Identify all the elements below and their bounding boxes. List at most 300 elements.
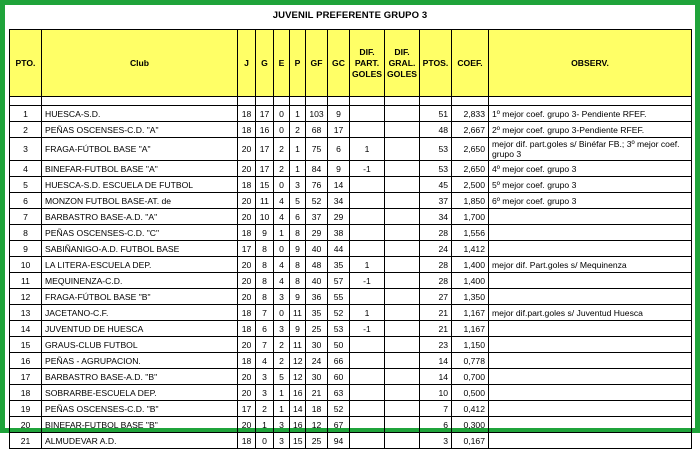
cell-pto: 11 (10, 273, 42, 289)
cell-coef: 1,350 (452, 289, 489, 305)
cell-pto: 10 (10, 257, 42, 273)
cell-dif-part: 1 (350, 138, 385, 161)
cell-g: 4 (256, 353, 274, 369)
cell-ptos: 3 (420, 433, 452, 449)
cell-ptos: 14 (420, 369, 452, 385)
cell-gc: 6 (328, 138, 350, 161)
cell-coef: 1,850 (452, 193, 489, 209)
table-row (10, 177, 692, 193)
cell-p: 12 (290, 369, 306, 385)
cell-club: JACETANO-C.F. (42, 305, 238, 321)
cell-dif-part: -1 (350, 273, 385, 289)
cell-gc: 53 (328, 321, 350, 337)
cell-observ (489, 241, 692, 257)
table-row (10, 369, 692, 385)
table-row (10, 138, 692, 161)
cell-dif-part: 1 (350, 305, 385, 321)
cell-p: 8 (290, 273, 306, 289)
header-ptos: PTOS. (420, 30, 452, 97)
cell-gc: 38 (328, 225, 350, 241)
cell-e: 0 (274, 122, 290, 138)
cell-pto: 16 (10, 353, 42, 369)
cell-pto: 6 (10, 193, 42, 209)
table-row (10, 433, 692, 449)
cell-dif-part (350, 433, 385, 449)
cell-e: 3 (274, 321, 290, 337)
cell-pto: 20 (10, 417, 42, 433)
cell-club: PEÑAS OSCENSES-C.D. "C" (42, 225, 238, 241)
cell-e: 2 (274, 161, 290, 177)
cell-ptos: 28 (420, 225, 452, 241)
cell-gf: 103 (306, 106, 328, 122)
cell-g: 10 (256, 209, 274, 225)
cell-dif-gral (385, 417, 420, 433)
cell-e: 1 (274, 401, 290, 417)
cell-dif-gral (385, 321, 420, 337)
cell-club: BINEFAR-FUTBOL BASE "B" (42, 417, 238, 433)
cell-gf: 30 (306, 337, 328, 353)
header-club: Club (42, 30, 238, 97)
cell-ptos: 37 (420, 193, 452, 209)
cell-j: 20 (238, 385, 256, 401)
table-row (10, 401, 692, 417)
table-row (10, 353, 692, 369)
cell-gf: 29 (306, 225, 328, 241)
cell-dif-part (350, 241, 385, 257)
cell-j: 18 (238, 106, 256, 122)
cell-dif-part (350, 369, 385, 385)
cell-observ: mejor dif. Part.goles s/ Mequinenza (489, 257, 692, 273)
cell-club: HUESCA-S.D. (42, 106, 238, 122)
cell-dif-gral (385, 305, 420, 321)
cell-e: 1 (274, 225, 290, 241)
cell-g: 16 (256, 122, 274, 138)
cell-gf: 21 (306, 385, 328, 401)
cell-coef: 0,778 (452, 353, 489, 369)
cell-observ (489, 417, 692, 433)
cell-observ (489, 321, 692, 337)
cell-j: 17 (238, 401, 256, 417)
cell-gc: 34 (328, 193, 350, 209)
cell-dif-part (350, 385, 385, 401)
cell-dif-part: -1 (350, 161, 385, 177)
cell-p: 16 (290, 385, 306, 401)
table-row (10, 321, 692, 337)
table-row (10, 106, 692, 122)
cell-dif-gral (385, 177, 420, 193)
cell-pto: 18 (10, 385, 42, 401)
cell-ptos: 48 (420, 122, 452, 138)
table-body (10, 97, 692, 449)
cell-ptos: 14 (420, 353, 452, 369)
cell-e: 0 (274, 241, 290, 257)
cell-dif-gral (385, 161, 420, 177)
cell-e: 4 (274, 257, 290, 273)
cell-dif-gral (385, 122, 420, 138)
cell-dif-part: -1 (350, 321, 385, 337)
cell-club: PEÑAS OSCENSES-C.D. "B" (42, 401, 238, 417)
cell-coef: 0,167 (452, 433, 489, 449)
cell-ptos: 34 (420, 209, 452, 225)
cell-gc: 9 (328, 161, 350, 177)
cell-e: 0 (274, 177, 290, 193)
table-row (10, 273, 692, 289)
table-row (10, 225, 692, 241)
cell-j: 18 (238, 177, 256, 193)
cell-g: 3 (256, 385, 274, 401)
cell-pto: 2 (10, 122, 42, 138)
table-row (10, 241, 692, 257)
cell-observ (489, 273, 692, 289)
cell-club: LA LITERA-ESCUELA DEP. (42, 257, 238, 273)
cell-dif-gral (385, 106, 420, 122)
cell-dif-gral (385, 225, 420, 241)
header-g: G (256, 30, 274, 97)
cell-j: 20 (238, 138, 256, 161)
cell-p: 1 (290, 161, 306, 177)
cell-gf: 84 (306, 161, 328, 177)
cell-gc: 60 (328, 369, 350, 385)
cell-observ (489, 353, 692, 369)
cell-e: 2 (274, 337, 290, 353)
cell-dif-part (350, 106, 385, 122)
cell-observ: 1º mejor coef. grupo 3- Pendiente RFEF. (489, 106, 692, 122)
cell-j: 20 (238, 289, 256, 305)
cell-club: BINEFAR-FUTBOL BASE "A" (42, 161, 238, 177)
cell-e: 3 (274, 433, 290, 449)
table-title: JUVENIL PREFERENTE GRUPO 3 (0, 10, 700, 21)
cell-club: ALMUDEVAR A.D. (42, 433, 238, 449)
table-row (10, 193, 692, 209)
cell-j: 18 (238, 353, 256, 369)
cell-g: 8 (256, 257, 274, 273)
cell-g: 1 (256, 417, 274, 433)
cell-j: 20 (238, 161, 256, 177)
cell-p: 15 (290, 433, 306, 449)
cell-pto: 15 (10, 337, 42, 353)
cell-dif-part (350, 122, 385, 138)
cell-club: GRAUS-CLUB FUTBOL (42, 337, 238, 353)
cell-club: MEQUINENZA-C.D. (42, 273, 238, 289)
cell-dif-gral (385, 138, 420, 161)
cell-observ (489, 337, 692, 353)
cell-gc: 14 (328, 177, 350, 193)
cell-ptos: 21 (420, 321, 452, 337)
cell-observ: 5º mejor coef. grupo 3 (489, 177, 692, 193)
cell-e: 4 (274, 273, 290, 289)
cell-gf: 68 (306, 122, 328, 138)
cell-e: 2 (274, 138, 290, 161)
cell-coef: 2,667 (452, 122, 489, 138)
cell-gc: 29 (328, 209, 350, 225)
cell-g: 6 (256, 321, 274, 337)
table-row (10, 305, 692, 321)
cell-club: SABIÑANIGO-A.D. FUTBOL BASE (42, 241, 238, 257)
cell-p: 9 (290, 241, 306, 257)
cell-e: 1 (274, 385, 290, 401)
cell-j: 20 (238, 193, 256, 209)
cell-ptos: 24 (420, 241, 452, 257)
cell-ptos: 6 (420, 417, 452, 433)
header-dif-part: DIF. PART. GOLES (350, 30, 385, 97)
cell-club: BARBASTRO BASE-A.D. "A" (42, 209, 238, 225)
cell-j: 20 (238, 209, 256, 225)
cell-coef: 1,412 (452, 241, 489, 257)
cell-gc: 94 (328, 433, 350, 449)
cell-coef: 1,150 (452, 337, 489, 353)
cell-pto: 4 (10, 161, 42, 177)
table-row (10, 122, 692, 138)
cell-e: 3 (274, 289, 290, 305)
cell-dif-part (350, 193, 385, 209)
header-gf: GF (306, 30, 328, 97)
cell-gc: 17 (328, 122, 350, 138)
cell-dif-part (350, 177, 385, 193)
cell-observ (489, 401, 692, 417)
cell-p: 6 (290, 209, 306, 225)
cell-p: 2 (290, 122, 306, 138)
cell-ptos: 21 (420, 305, 452, 321)
cell-dif-gral (385, 369, 420, 385)
cell-e: 3 (274, 417, 290, 433)
cell-j: 20 (238, 273, 256, 289)
cell-observ (489, 385, 692, 401)
cell-gf: 52 (306, 193, 328, 209)
table-row (10, 289, 692, 305)
cell-pto: 7 (10, 209, 42, 225)
cell-observ (489, 433, 692, 449)
cell-dif-part (350, 289, 385, 305)
header-p: P (290, 30, 306, 97)
cell-coef: 0,300 (452, 417, 489, 433)
cell-j: 18 (238, 122, 256, 138)
cell-coef: 1,556 (452, 225, 489, 241)
standings-table (9, 29, 692, 449)
cell-p: 14 (290, 401, 306, 417)
cell-e: 0 (274, 305, 290, 321)
cell-pto: 13 (10, 305, 42, 321)
cell-gc: 63 (328, 385, 350, 401)
cell-g: 3 (256, 369, 274, 385)
cell-pto: 19 (10, 401, 42, 417)
cell-e: 2 (274, 353, 290, 369)
header-j: J (238, 30, 256, 97)
cell-ptos: 28 (420, 273, 452, 289)
cell-e: 0 (274, 106, 290, 122)
cell-pto: 3 (10, 138, 42, 161)
cell-club: HUESCA-S.D. ESCUELA DE FUTBOL (42, 177, 238, 193)
cell-j: 18 (238, 433, 256, 449)
cell-club: PEÑAS OSCENSES-C.D. "A" (42, 122, 238, 138)
cell-j: 17 (238, 241, 256, 257)
cell-dif-gral (385, 385, 420, 401)
cell-dif-gral (385, 401, 420, 417)
cell-g: 9 (256, 225, 274, 241)
cell-gf: 12 (306, 417, 328, 433)
table-row (10, 209, 692, 225)
cell-j: 18 (238, 321, 256, 337)
cell-observ (489, 209, 692, 225)
cell-coef: 0,700 (452, 369, 489, 385)
cell-g: 7 (256, 337, 274, 353)
cell-gc: 35 (328, 257, 350, 273)
cell-j: 20 (238, 369, 256, 385)
cell-g: 11 (256, 193, 274, 209)
cell-gf: 37 (306, 209, 328, 225)
cell-dif-gral (385, 209, 420, 225)
cell-pto: 12 (10, 289, 42, 305)
cell-g: 8 (256, 273, 274, 289)
cell-observ: 2º mejor coef. grupo 3-Pendiente RFEF. (489, 122, 692, 138)
cell-gc: 9 (328, 106, 350, 122)
cell-gf: 36 (306, 289, 328, 305)
cell-p: 1 (290, 138, 306, 161)
cell-club: SOBRARBE-ESCUELA DEP. (42, 385, 238, 401)
cell-club: FRAGA-FÚTBOL BASE "B" (42, 289, 238, 305)
cell-dif-gral (385, 289, 420, 305)
cell-g: 17 (256, 138, 274, 161)
cell-gc: 55 (328, 289, 350, 305)
cell-g: 17 (256, 106, 274, 122)
cell-p: 11 (290, 305, 306, 321)
cell-pto: 5 (10, 177, 42, 193)
cell-observ: 4º mejor coef. grupo 3 (489, 161, 692, 177)
header-row (10, 30, 692, 97)
cell-gf: 30 (306, 369, 328, 385)
cell-p: 5 (290, 193, 306, 209)
cell-dif-gral (385, 337, 420, 353)
table-row (10, 385, 692, 401)
cell-coef: 1,700 (452, 209, 489, 225)
cell-j: 18 (238, 225, 256, 241)
cell-gc: 52 (328, 401, 350, 417)
cell-gf: 24 (306, 353, 328, 369)
cell-dif-gral (385, 273, 420, 289)
cell-pto: 9 (10, 241, 42, 257)
cell-pto: 1 (10, 106, 42, 122)
cell-dif-part (350, 353, 385, 369)
cell-club: JUVENTUD DE HUESCA (42, 321, 238, 337)
cell-club: FRAGA-FÚTBOL BASE "A" (42, 138, 238, 161)
cell-j: 18 (238, 305, 256, 321)
cell-coef: 2,500 (452, 177, 489, 193)
cell-g: 17 (256, 161, 274, 177)
cell-p: 8 (290, 225, 306, 241)
cell-gf: 25 (306, 321, 328, 337)
cell-ptos: 27 (420, 289, 452, 305)
cell-dif-part (350, 337, 385, 353)
table-row (10, 161, 692, 177)
cell-pto: 8 (10, 225, 42, 241)
cell-e: 4 (274, 209, 290, 225)
cell-gc: 57 (328, 273, 350, 289)
cell-dif-part (350, 417, 385, 433)
cell-gf: 35 (306, 305, 328, 321)
cell-j: 20 (238, 337, 256, 353)
cell-p: 8 (290, 257, 306, 273)
cell-gf: 25 (306, 433, 328, 449)
table-row (10, 257, 692, 273)
cell-coef: 0,412 (452, 401, 489, 417)
header-coef: COEF. (452, 30, 489, 97)
header-e: E (274, 30, 290, 97)
cell-p: 1 (290, 106, 306, 122)
cell-coef: 0,500 (452, 385, 489, 401)
cell-j: 20 (238, 257, 256, 273)
cell-observ (489, 369, 692, 385)
cell-ptos: 28 (420, 257, 452, 273)
cell-coef: 1,400 (452, 273, 489, 289)
cell-ptos: 7 (420, 401, 452, 417)
cell-observ: mejor dif.part.goles s/ Juventud Huesca (489, 305, 692, 321)
cell-dif-gral (385, 241, 420, 257)
cell-observ: 6º mejor coef. grupo 3 (489, 193, 692, 209)
cell-gf: 76 (306, 177, 328, 193)
cell-p: 12 (290, 353, 306, 369)
cell-gc: 66 (328, 353, 350, 369)
cell-p: 9 (290, 321, 306, 337)
table-row (10, 417, 692, 433)
cell-ptos: 53 (420, 138, 452, 161)
cell-coef: 2,650 (452, 161, 489, 177)
cell-gc: 67 (328, 417, 350, 433)
cell-coef: 1,400 (452, 257, 489, 273)
cell-coef: 2,833 (452, 106, 489, 122)
spacer-row (10, 97, 692, 106)
cell-dif-gral (385, 353, 420, 369)
cell-coef: 2,650 (452, 138, 489, 161)
cell-dif-gral (385, 193, 420, 209)
cell-dif-part (350, 225, 385, 241)
cell-ptos: 51 (420, 106, 452, 122)
cell-ptos: 45 (420, 177, 452, 193)
cell-g: 2 (256, 401, 274, 417)
cell-gf: 40 (306, 241, 328, 257)
header-gc: GC (328, 30, 350, 97)
cell-gc: 50 (328, 337, 350, 353)
cell-g: 8 (256, 289, 274, 305)
table-row (10, 337, 692, 353)
cell-e: 4 (274, 193, 290, 209)
cell-coef: 1,167 (452, 321, 489, 337)
cell-club: PEÑAS - AGRUPACION. (42, 353, 238, 369)
cell-dif-gral (385, 257, 420, 273)
cell-j: 20 (238, 417, 256, 433)
cell-dif-gral (385, 433, 420, 449)
cell-gf: 40 (306, 273, 328, 289)
cell-p: 9 (290, 289, 306, 305)
cell-g: 15 (256, 177, 274, 193)
cell-coef: 1,167 (452, 305, 489, 321)
cell-p: 3 (290, 177, 306, 193)
cell-ptos: 53 (420, 161, 452, 177)
cell-club: BARBASTRO BASE-A.D. "B" (42, 369, 238, 385)
cell-e: 5 (274, 369, 290, 385)
cell-dif-part (350, 209, 385, 225)
cell-observ: mejor dif. part.goles s/ Binéfar FB.; 3º mejor coef. grupo 3 (489, 138, 692, 161)
header-dif-gral: DIF. GRAL. GOLES (385, 30, 420, 97)
cell-gf: 48 (306, 257, 328, 273)
cell-observ (489, 225, 692, 241)
cell-gc: 52 (328, 305, 350, 321)
header-observ: OBSERV. (489, 30, 692, 97)
cell-g: 0 (256, 433, 274, 449)
cell-g: 7 (256, 305, 274, 321)
cell-observ (489, 289, 692, 305)
cell-dif-part (350, 401, 385, 417)
cell-gf: 75 (306, 138, 328, 161)
cell-club: MONZON FUTBOL BASE-AT. de (42, 193, 238, 209)
